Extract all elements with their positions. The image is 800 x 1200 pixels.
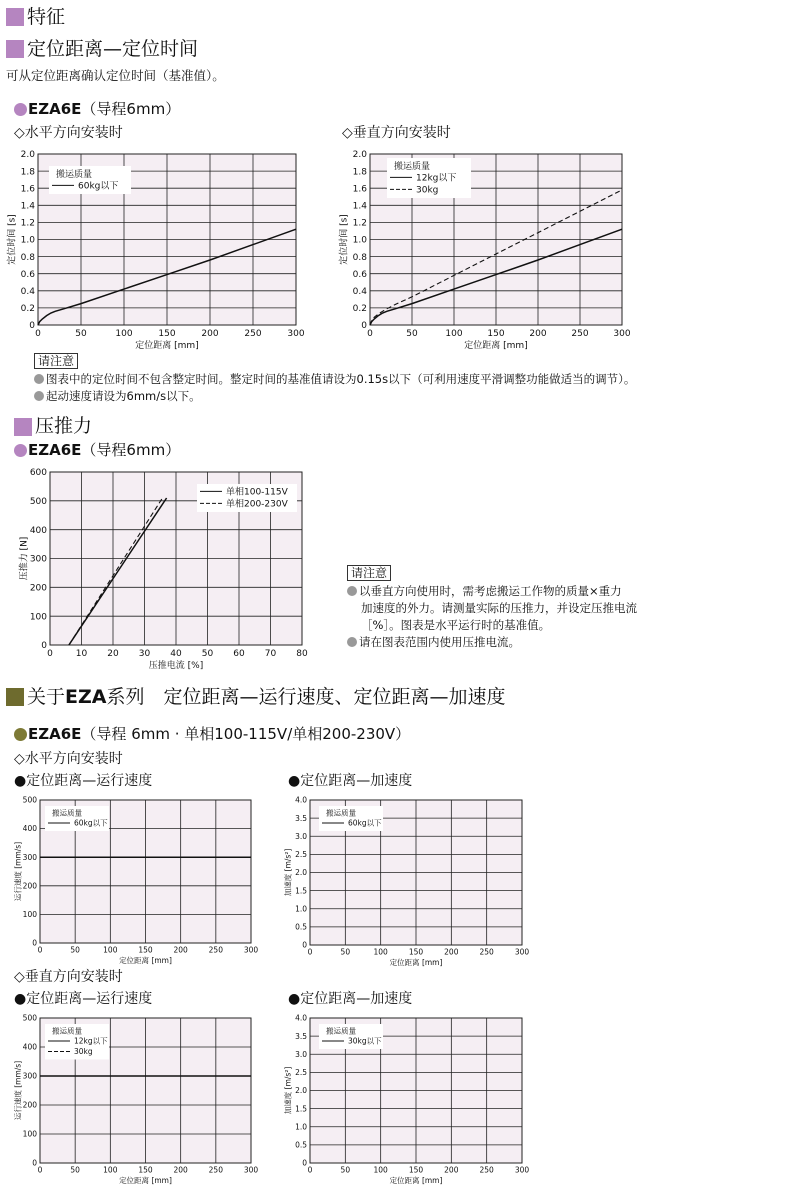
legend-entry: 单相100-115V [226, 487, 288, 498]
eza-suffix: 系列 定位距离—运行速度、定位距离—加速度 [106, 686, 506, 708]
y-axis-label: 定位时间 [s] [7, 214, 18, 265]
x-axis-label: 定位距离 [mm] [119, 956, 172, 965]
y-tick-label: 4.0 [295, 1013, 307, 1023]
x-tick-label: 100 [103, 945, 118, 955]
chart-accel-vertical [283, 1012, 536, 1185]
x-tick-label: 300 [243, 945, 259, 955]
x-axis-label: 定位距离 [mm] [119, 1176, 172, 1185]
y-tick-label: 400 [22, 824, 37, 834]
section-marker [6, 8, 24, 26]
x-tick-label: 40 [170, 649, 182, 659]
x-tick-label: 150 [138, 1165, 153, 1175]
accel-title-vertical: ●定位距离—加速度 [288, 991, 413, 1007]
eza-name: EZA [65, 686, 107, 708]
y-tick-label: 0 [32, 938, 37, 948]
x-tick-label: 50 [75, 329, 87, 339]
bullet-icon [34, 374, 44, 384]
bullet-icon [347, 637, 357, 647]
x-tick-label: 250 [208, 1165, 223, 1175]
x-tick-label: 300 [243, 1165, 259, 1175]
x-tick-label: 100 [373, 1165, 388, 1175]
y-tick-label: 1.6 [20, 184, 35, 195]
x-tick-label: 50 [406, 329, 418, 339]
y-tick-label: 0.2 [352, 304, 367, 315]
x-tick-label: 150 [408, 947, 424, 957]
y-tick-label: 1.0 [20, 235, 35, 246]
x-axis-label: 定位距离 [mm] [389, 1176, 443, 1185]
legend-title: 搬运质量 [394, 162, 431, 172]
note-3-text-1: 以垂直方向使用时，需考虑搬运工作物的质量×重力 [359, 584, 622, 598]
x-tick-label: 150 [158, 329, 176, 339]
chart-speed-horizontal [10, 794, 260, 964]
x-tick-label: 300 [287, 329, 305, 339]
x-tick-label: 250 [244, 329, 262, 339]
x-tick-label: 30 [138, 649, 151, 659]
x-tick-label: 300 [613, 329, 631, 339]
legend-entry: 单相200-230V [226, 499, 288, 510]
note-4 [347, 634, 520, 650]
legend-entry: 60kg以下 [74, 818, 108, 828]
y-tick-label: 500 [22, 795, 37, 805]
x-tick-label: 150 [487, 329, 505, 339]
y-axis-label: 运行速度 [mm/s] [13, 841, 23, 902]
x-tick-label: 100 [373, 947, 388, 957]
y-tick-label: 0.6 [20, 269, 35, 280]
x-tick-label: 200 [201, 329, 219, 339]
x-tick-label: 50 [201, 649, 214, 659]
x-tick-label: 100 [115, 329, 133, 339]
y-tick-label: 300 [22, 1071, 37, 1081]
legend-title: 搬运质量 [326, 808, 356, 818]
y-tick-label: 0 [302, 940, 307, 950]
x-tick-label: 0 [37, 945, 43, 955]
y-tick-label: 0 [41, 641, 47, 652]
y-tick-label: 3.5 [295, 813, 307, 823]
y-tick-label: 0.8 [20, 252, 35, 263]
legend-entry: 30kg [74, 1047, 93, 1057]
model-name: EZA6E [28, 441, 82, 459]
legend-entry: 30kg以下 [348, 1036, 382, 1046]
x-tick-label: 0 [367, 329, 373, 339]
y-tick-label: 1.5 [295, 886, 307, 896]
subheading-vertical-2: ◇垂直方向安装时 [14, 969, 123, 985]
chart-speed-vertical [10, 1012, 260, 1185]
y-tick-label: 1.5 [295, 1104, 307, 1114]
y-axis-label: 运行速度 [mm/s] [13, 1060, 23, 1121]
y-tick-label: 0.6 [352, 269, 367, 280]
y-tick-label: 0.4 [352, 286, 367, 297]
speed-title-vertical: ●定位距离—运行速度 [14, 991, 153, 1007]
y-tick-label: 0 [32, 1158, 37, 1168]
y-tick-label: 2.0 [295, 868, 307, 878]
x-tick-label: 150 [408, 1165, 424, 1175]
y-tick-label: 2.5 [295, 850, 307, 859]
chart-thrust [10, 464, 310, 669]
x-tick-label: 0 [47, 649, 53, 659]
x-tick-label: 200 [173, 1165, 188, 1175]
x-tick-label: 70 [264, 649, 277, 659]
x-tick-label: 200 [173, 945, 188, 955]
model-dot [14, 444, 27, 457]
model-heading-3 [28, 725, 410, 743]
section-title-thrust: 压推力 [35, 415, 93, 437]
x-tick-label: 250 [208, 945, 223, 955]
bullet-icon [347, 586, 357, 596]
y-tick-label: 2.5 [295, 1068, 307, 1077]
y-tick-label: 500 [29, 496, 47, 507]
legend-entry: 12kg以下 [74, 1036, 108, 1046]
y-axis-label: 压推力 [N] [19, 536, 30, 581]
y-tick-label: 0.8 [352, 252, 367, 263]
y-tick-label: 400 [29, 525, 47, 536]
y-tick-label: 200 [22, 881, 37, 891]
section-marker [6, 40, 24, 58]
legend-entry: 30kg [416, 185, 439, 196]
y-tick-label: 200 [22, 1100, 37, 1110]
section-marker [14, 418, 32, 436]
note-3 [347, 583, 622, 599]
x-tick-label: 250 [479, 1165, 494, 1175]
y-tick-label: 2.0 [295, 1086, 307, 1096]
y-axis-label: 加速度 [m/s²] [283, 848, 293, 897]
note-1 [34, 371, 635, 387]
chart-accel-horizontal [283, 794, 536, 967]
y-tick-label: 3.5 [295, 1031, 307, 1041]
x-tick-label: 50 [70, 1165, 80, 1175]
y-tick-label: 0.4 [20, 286, 35, 297]
y-tick-label: 3.0 [295, 831, 307, 841]
x-tick-label: 50 [340, 947, 351, 957]
note-label-2: 请注意 [347, 565, 391, 581]
y-tick-label: 100 [22, 910, 37, 920]
y-tick-label: 300 [29, 554, 47, 565]
model-dot [14, 103, 27, 116]
y-tick-label: 1.4 [352, 201, 367, 212]
y-tick-label: 0.2 [20, 304, 35, 315]
x-tick-label: 0 [307, 1165, 313, 1175]
x-tick-label: 300 [514, 947, 530, 957]
x-tick-label: 0 [37, 1165, 43, 1175]
y-tick-label: 1.0 [295, 904, 307, 914]
legend-entry: 60kg以下 [78, 181, 119, 192]
model-name: EZA6E [28, 100, 82, 118]
section-marker [6, 688, 24, 706]
y-tick-label: 600 [29, 468, 47, 479]
x-tick-label: 250 [479, 947, 494, 957]
x-axis-label: 定位距离 [mm] [135, 341, 199, 351]
y-tick-label: 1.6 [352, 184, 367, 195]
x-tick-label: 100 [445, 329, 463, 339]
x-tick-label: 200 [444, 1165, 459, 1175]
y-tick-label: 1.0 [352, 235, 367, 246]
y-axis-label: 定位时间 [s] [339, 214, 350, 265]
section-title-pos-time: 定位距离—定位时间 [27, 38, 199, 60]
pos-time-description: 可从定位距离确认定位时间（基准值）。 [6, 68, 225, 83]
y-tick-label: 0 [29, 321, 35, 332]
speed-title-horizontal: ●定位距离—运行速度 [14, 773, 153, 789]
note-3-cont-2: ［%］。图表是水平运行时的基准值。 [361, 618, 551, 632]
subheading-horizontal: ◇水平方向安装时 [14, 125, 123, 141]
x-tick-label: 60 [233, 649, 245, 659]
x-tick-label: 200 [444, 947, 459, 957]
y-tick-label: 1.8 [20, 167, 35, 178]
model-suffix: （导程6mm） [81, 100, 181, 118]
x-tick-label: 10 [75, 649, 88, 659]
y-tick-label: 0 [361, 321, 367, 332]
section-title-eza [27, 686, 506, 708]
y-tick-label: 1.2 [352, 218, 367, 229]
note-2 [34, 388, 201, 404]
y-tick-label: 1.4 [20, 201, 35, 212]
y-tick-label: 3.0 [295, 1049, 307, 1059]
y-tick-label: 100 [22, 1129, 37, 1139]
x-tick-label: 300 [514, 1165, 530, 1175]
legend-entry: 12kg以下 [416, 173, 457, 184]
bullet-icon [34, 391, 44, 401]
y-tick-label: 0.5 [295, 922, 307, 932]
x-axis-label: 定位距离 [mm] [389, 958, 443, 967]
model-heading-1 [28, 100, 180, 118]
x-tick-label: 50 [70, 945, 80, 955]
legend-title: 搬运质量 [52, 1026, 82, 1036]
y-tick-label: 0.5 [295, 1140, 307, 1150]
y-tick-label: 1.0 [295, 1122, 307, 1132]
subheading-horizontal-2: ◇水平方向安装时 [14, 751, 123, 767]
legend-title: 搬运质量 [52, 808, 82, 818]
x-axis-label: 定位距离 [mm] [464, 341, 528, 351]
note-4-text: 请在图表范围内使用压推电流。 [359, 635, 520, 649]
y-tick-label: 0 [302, 1158, 307, 1168]
model-heading-2 [28, 441, 180, 459]
y-tick-label: 2.0 [352, 150, 367, 161]
note-2-text: 起动速度请设为6mm/s以下。 [46, 389, 201, 403]
note-label: 请注意 [34, 353, 78, 369]
chart-time-horizontal [7, 146, 310, 351]
y-tick-label: 200 [29, 583, 47, 594]
y-tick-label: 400 [22, 1042, 37, 1052]
subheading-vertical: ◇垂直方向安装时 [342, 125, 451, 141]
chart-time-vertical [336, 146, 636, 351]
x-tick-label: 250 [571, 329, 589, 339]
model-name: EZA6E [28, 725, 82, 743]
accel-title-horizontal: ●定位距离—加速度 [288, 773, 413, 789]
y-axis-label: 加速度 [m/s²] [283, 1066, 293, 1115]
note-3-cont-1: 加速度的外力。请测量实际的压推力，并设定压推电流 [361, 601, 637, 615]
model-dot [14, 728, 27, 741]
x-tick-label: 0 [307, 947, 313, 957]
x-tick-label: 80 [296, 649, 308, 659]
x-tick-label: 50 [340, 1165, 351, 1175]
y-tick-label: 2.0 [20, 150, 35, 161]
section-title-features: 特征 [27, 6, 66, 28]
x-axis-label: 压推电流 [%] [148, 661, 204, 671]
y-tick-label: 4.0 [295, 795, 307, 805]
x-tick-label: 200 [529, 329, 547, 339]
model-suffix: （导程 6mm · 单相100-115V/单相200-230V） [81, 725, 411, 743]
y-tick-label: 100 [29, 612, 47, 623]
y-tick-label: 500 [22, 1013, 37, 1023]
legend-title: 搬运质量 [56, 170, 93, 180]
x-tick-label: 150 [138, 945, 153, 955]
x-tick-label: 100 [103, 1165, 118, 1175]
y-tick-label: 1.2 [20, 218, 35, 229]
model-suffix: （导程6mm） [81, 441, 181, 459]
y-tick-label: 1.8 [352, 167, 367, 178]
x-tick-label: 20 [107, 649, 119, 659]
y-tick-label: 300 [22, 852, 37, 862]
legend-entry: 60kg以下 [348, 818, 382, 828]
legend-title: 搬运质量 [326, 1026, 356, 1036]
note-1-text: 图表中的定位时间不包含整定时间。整定时间的基准值请设为0.15s以下（可利用速度平滑调整功能做适当的调节）。 [46, 372, 636, 386]
eza-prefix: 关于 [27, 686, 66, 708]
x-tick-label: 0 [35, 329, 41, 339]
